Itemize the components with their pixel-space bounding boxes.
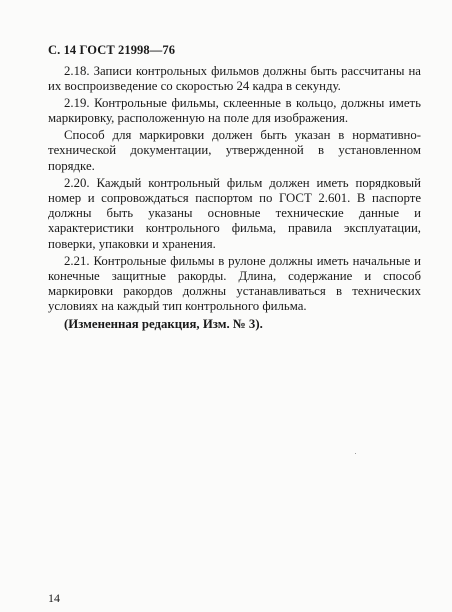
paragraph-2-20: 2.20. Каждый контрольный фильм должен иметь порядковый номер и сопровождаться паспортом по ГОСТ 2.601. В паспорте должны быть указаны основные технические данные и характеристики контрольного фильма, правила эксплуатации, поверки, упаковки и хранения. <box>48 175 421 251</box>
paragraph-2-21: 2.21. Контрольные фильмы в рулоне должны иметь начальные и конечные защитные ракорды. Длина, содержание и способ маркировки ракордов должны устанавливаться в технических условиях на каждый тип контрольного фильма. <box>48 253 421 314</box>
page-number: 14 <box>48 591 60 605</box>
paragraph-marking-method: Способ для маркировки должен быть указан в нормативно-технической документации, утвержденной в установленном порядке. <box>48 128 421 173</box>
scan-speck <box>355 453 356 454</box>
running-head: С. 14 ГОСТ 21998—76 <box>48 43 176 57</box>
amendment-note: (Измененная редакция, Изм. № 3). <box>64 316 263 331</box>
paragraph-2-19: 2.19. Контрольные фильмы, склеенные в кольцо, должны иметь маркировку, расположенную на поле для изображения. <box>48 96 421 126</box>
paragraph-2-18: 2.18. Записи контрольных фильмов должны быть рассчитаны на их воспроизведение со скоростью 24 кадра в секунду. <box>48 64 421 94</box>
body-text <box>48 64 421 332</box>
